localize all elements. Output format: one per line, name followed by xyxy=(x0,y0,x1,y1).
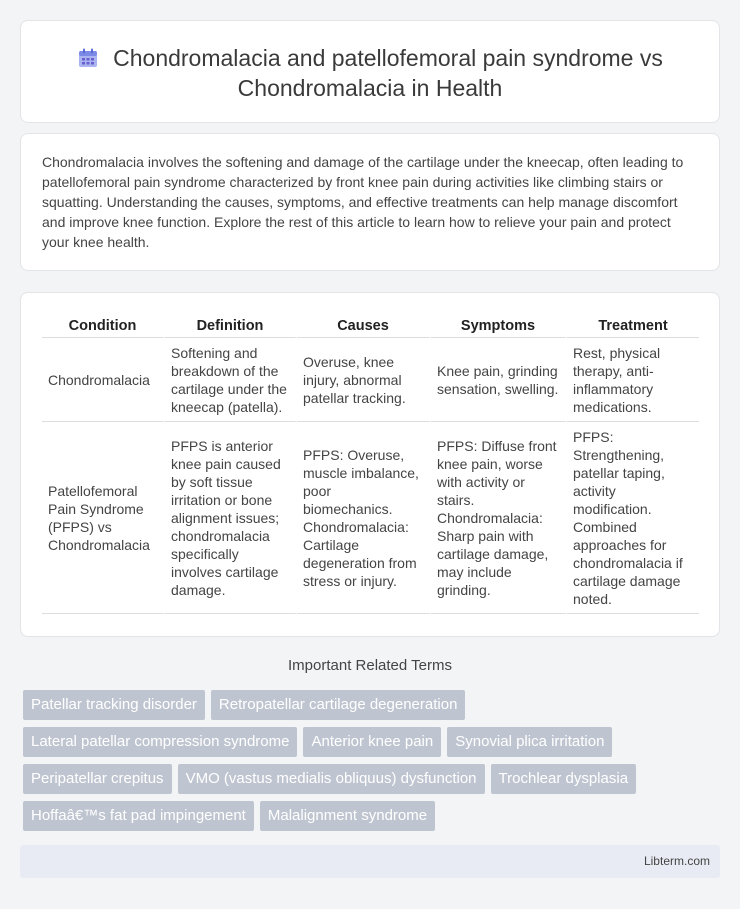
comparison-table xyxy=(42,313,699,614)
cell-symptoms: PFPS: Diffuse front knee pain, worse with activity or stairs. Chondromalacia: Sharp pain with cartilage damage, may include grinding. xyxy=(431,422,567,614)
related-term-tag[interactable]: Synovial plica irritation xyxy=(447,727,612,757)
cell-treatment: PFPS: Strengthening, patellar taping, activity modification. Combined approaches for chondromalacia if cartilage damage noted. xyxy=(567,422,699,614)
footer xyxy=(20,845,720,878)
related-term-tag[interactable]: VMO (vastus medialis obliquus) dysfunction xyxy=(178,764,485,794)
table-row xyxy=(42,338,699,422)
calendar-icon xyxy=(77,47,99,69)
page-title: Chondromalacia and patellofemoral pain syndrome vs Chondromalacia in Health xyxy=(113,45,663,101)
table-card xyxy=(20,292,720,637)
table-row xyxy=(42,422,699,614)
related-term-tag[interactable]: Lateral patellar compression syndrome xyxy=(23,727,297,757)
related-term-tag[interactable]: Trochlear dysplasia xyxy=(491,764,637,794)
related-terms-title: Important Related Terms xyxy=(288,657,452,674)
related-term-tag[interactable]: Patellar tracking disorder xyxy=(23,690,205,720)
header-condition: Condition xyxy=(42,313,165,338)
related-term-tag[interactable]: Anterior knee pain xyxy=(303,727,441,757)
cell-causes: Overuse, knee injury, abnormal patellar tracking. xyxy=(297,338,431,422)
header-causes: Causes xyxy=(297,313,431,338)
tag-row xyxy=(23,801,703,831)
cell-definition: PFPS is anterior knee pain caused by soft tissue irritation or bone alignment issues; chondromalacia specifically involves cartilage damage. xyxy=(165,422,297,614)
cell-treatment: Rest, physical therapy, anti-inflammatory medications. xyxy=(567,338,699,422)
title-card xyxy=(20,20,720,123)
tag-row xyxy=(23,764,703,794)
cell-causes: PFPS: Overuse, muscle imbalance, poor biomechanics. Chondromalacia: Cartilage degeneration from stress or injury. xyxy=(297,422,431,614)
footer-site-link[interactable]: Libterm.com xyxy=(643,854,710,868)
table-header-row xyxy=(42,313,699,338)
header-symptoms: Symptoms xyxy=(431,313,567,338)
cell-definition: Softening and breakdown of the cartilage under the kneecap (patella). xyxy=(165,338,297,422)
related-term-tag[interactable]: Malalignment syndrome xyxy=(260,801,435,831)
intro-text: Chondromalacia involves the softening and damage of the cartilage under the kneecap, often leading to patellofemoral pain syndrome characterized by front knee pain during activities like climbing stairs or squatting. Understanding the causes, symptoms, and effective treatments can help manage discomfort and improve knee function. Explore the rest of this article to learn how to relieve your pain and protect your knee health. xyxy=(42,154,684,250)
tag-row xyxy=(23,727,703,757)
header-treatment: Treatment xyxy=(567,313,699,338)
cell-condition: Patellofemoral Pain Syndrome (PFPS) vs Chondromalacia xyxy=(42,422,165,614)
page-title-wrap xyxy=(41,43,699,103)
related-terms-list xyxy=(23,690,703,838)
tag-row xyxy=(23,690,703,720)
header-definition: Definition xyxy=(165,313,297,338)
related-term-tag[interactable]: Peripatellar crepitus xyxy=(23,764,172,794)
related-term-tag[interactable]: Retropatellar cartilage degeneration xyxy=(211,690,465,720)
intro-card xyxy=(20,133,720,271)
cell-symptoms: Knee pain, grinding sensation, swelling. xyxy=(431,338,567,422)
cell-condition: Chondromalacia xyxy=(42,338,165,422)
related-term-tag[interactable]: Hoffaâ€™s fat pad impingement xyxy=(23,801,254,831)
